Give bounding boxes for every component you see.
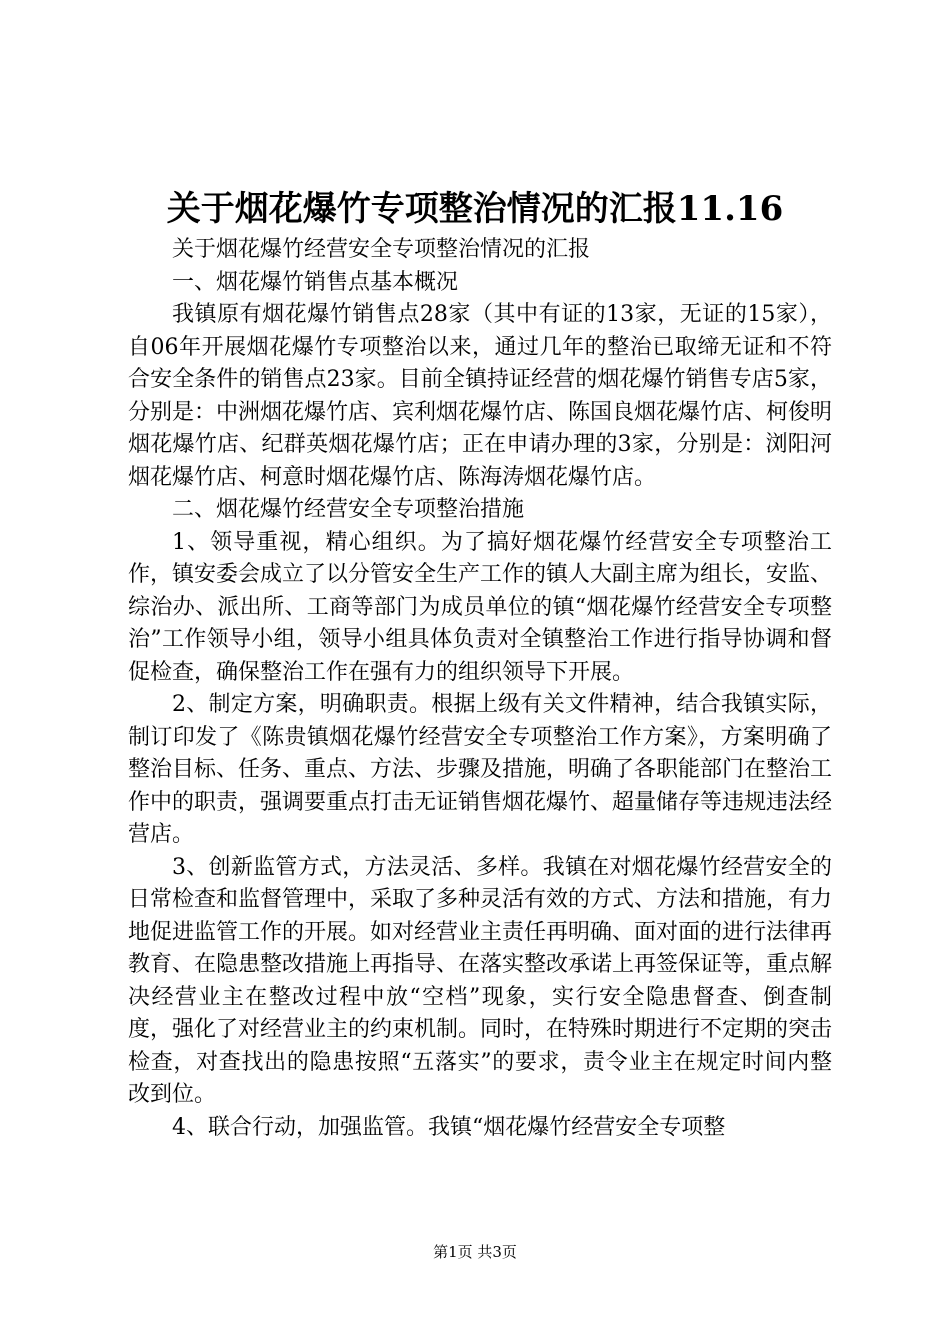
paragraph-measure-4: 4、联合行动，加强监管。我镇“烟花爆竹经营安全专项整 (172, 1114, 726, 1140)
paragraph-overview: 我镇原有烟花爆竹销售点28家（其中有证的13家，无证的15家），自06年开展烟花爆竹专项整治以来，通过几年的整治已取缔无证和不符合安全条件的销售点23家。目前全镇持证经营的烟花爆竹销售专店5家，分别是：中洲烟花爆竹店、宾利烟花爆竹店、陈国良烟花爆竹店、柯俊明烟花爆竹店、纪群英烟花爆竹店；正在申请办理的3家，分别是：浏阳河烟花爆竹店、柯意时烟花爆竹店、陈海涛烟花爆竹店。 (128, 302, 833, 490)
paragraph-measure-3: 3、创新监管方式，方法灵活、多样。我镇在对烟花爆竹经营安全的日常检查和监督管理中，采取了多种灵活有效的方式、方法和措施，有力地促进监管工作的开展。如对经营业主责任再明确、面对面的进行法律再教育、在隐患整改措施上再指导、在落实整改承诺上再签保证等，重点解决经营业主在整改过程中放“空档”现象，实行安全隐患督查、倒查制度，强化了对经营业主的约束机制。同时，在特殊时期进行不定期的突击检查，对查找出的隐患按照“五落实”的要求，责令业主在规定时间内整改到位。 (128, 854, 833, 1107)
section-heading-2: 二、烟花爆竹经营安全专项整治措施 (172, 497, 525, 522)
section-heading-1: 一、烟花爆竹销售点基本概况 (172, 269, 459, 295)
paragraph-measure-2: 2、制定方案，明确职责。根据上级有关文件精神，结合我镇实际，制订印发了《陈贵镇烟花爆竹经营安全专项整治工作方案》，方案明确了整治目标、任务、重点、方法、步骤及措施，明确了各职能部门在整治工作中的职责，强调要重点打击无证销售烟花爆竹、超量储存等违规违法经营店。 (128, 692, 833, 847)
document-body (128, 234, 832, 1144)
paragraph-measure-1: 1、领导重视，精心组织。为了搞好烟花爆竹经营安全专项整治工作，镇安委会成立了以分管安全生产工作的镇人大副主席为组长，安监、综治办、派出所、工商等部门为成员单位的镇“烟花爆竹经营安全专项整治”工作领导小组，领导小组具体负责对全镇整治工作进行指导协调和督促检查，确保整治工作在强有力的组织领导下开展。 (128, 529, 833, 685)
report-subtitle: 关于烟花爆竹经营安全专项整治情况的汇报 (172, 237, 591, 262)
document-title: 关于烟花爆竹专项整治情况的汇报11.16 (166, 189, 784, 229)
page-number-footer: 第1页 共3页 (433, 1243, 517, 1261)
